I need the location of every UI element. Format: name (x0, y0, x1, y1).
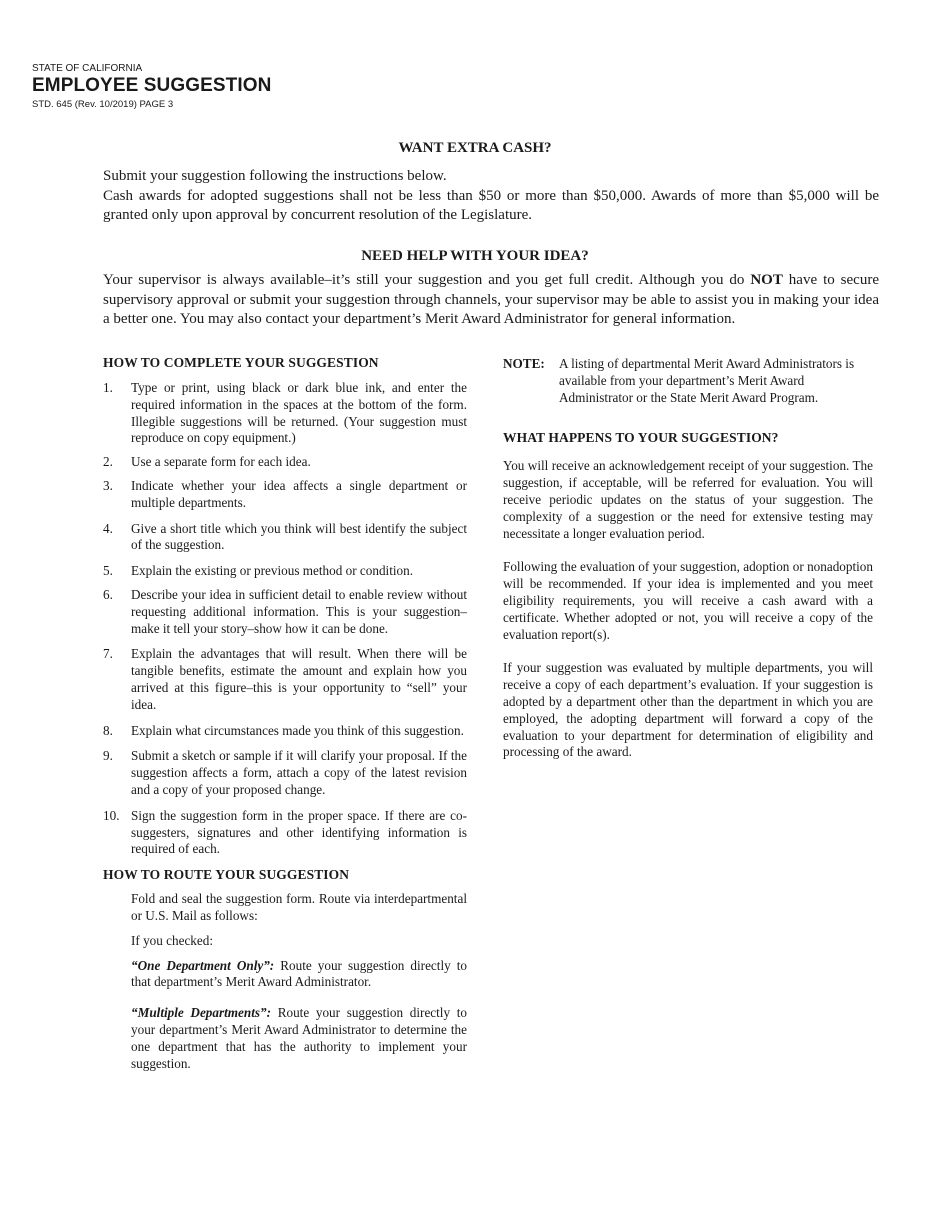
what-happens-heading: WHAT HAPPENS TO YOUR SUGGESTION? (503, 430, 779, 446)
list-item-text: Use a separate form for each idea. (131, 454, 311, 470)
route-one-label: “One Department Only”: (131, 957, 275, 973)
note-block (503, 356, 873, 406)
list-item-number: 2. (103, 454, 113, 470)
extra-cash-text (103, 167, 879, 226)
need-help-heading: NEED HELP WITH YOUR IDEA? (361, 248, 589, 264)
need-help-text-before: Your supervisor is always available–it’s still your suggestion and you get full credit. Although you do (103, 272, 751, 288)
route-if-checked: If you checked: (131, 932, 214, 948)
list-item (103, 521, 467, 555)
what-happens-p3: If your suggestion was evaluated by multiple departments, you will receive a copy of each department’s evaluation. If your suggestion is adopted by a department other than the department in which you are employed, the adopting department will forward a copy of the evaluation to your department for determination of eligibility and processing of the award. (503, 660, 873, 760)
list-item-number: 8. (103, 722, 113, 738)
list-item-text: Type or print, using black or dark blue ink, and enter the required information in the spaces at the bottom of the form. Illegible suggestions will be returned. (Your suggestion must reproduce on copy equipment.) (131, 380, 467, 446)
list-item (103, 454, 467, 471)
list-item-text: Explain the advantages that will result. When there will be tangible benefits, estimate the amount and explain how you arrived at this figure–this is your opportunity to “sell” your idea. (131, 646, 467, 712)
list-item-text: Sign the suggestion form in the proper space. If there are co-suggesters, signatures and other identifying information is required of each. (131, 807, 467, 857)
extra-cash-line1: Submit your suggestion following the instructions below. (103, 168, 447, 184)
route-multi-text: Route your suggestion directly to your department’s Merit Award Administrator to determine the one department that has the authority to implement your suggestion. (131, 1005, 467, 1071)
route-one-text: Route your suggestion directly to that department’s Merit Award Administrator. (131, 957, 467, 990)
list-item-text: Describe your idea in sufficient detail to enable review without requesting additional information. This is your suggestion–make it tell your story–show how it can be done. (131, 586, 467, 636)
list-item-text: Submit a sketch or sample if it will clarify your proposal. If the suggestion affects a form, attach a copy of the latest revision and a copy of your proposed change. (131, 748, 467, 797)
list-item-number: 6. (103, 586, 113, 602)
list-item-number: 7. (103, 646, 113, 662)
list-item-text: Indicate whether your idea affects a single department or multiple departments. (131, 477, 467, 510)
list-item-number: 9. (103, 748, 113, 764)
what-happens-p1: You will receive an acknowledgement receipt of your suggestion. The suggestion, if acceptable, will be referred for evaluation. You will receive periodic updates on the status of your suggestion. The complexity of a suggestion or the need for extensive testing may necessitate a longer evaluation period. (503, 458, 873, 541)
list-item-text: Explain what circumstances made you think of this suggestion. (131, 722, 464, 738)
list-item (103, 723, 467, 740)
list-item-text: Give a short title which you think will best identify the subject of the suggestion. (131, 520, 467, 553)
form-header (32, 63, 271, 111)
list-item-number: 1. (103, 380, 113, 395)
route-intro: Fold and seal the suggestion form. Route via interdepartmental or U.S. Mail as follows: (131, 891, 467, 923)
list-item-number: 5. (103, 563, 113, 579)
form-id: STD. 645 (Rev. 10/2019) PAGE 3 (32, 99, 174, 110)
list-item-number: 10. (103, 807, 120, 823)
list-item (103, 563, 467, 580)
route-multiple-departments (131, 1005, 467, 1072)
right-column (503, 356, 873, 761)
extra-cash-heading: WANT EXTRA CASH? (398, 140, 552, 156)
left-column (103, 355, 467, 1072)
list-item-text: Explain the existing or previous method or condition. (131, 563, 414, 579)
list-item-number: 4. (103, 520, 113, 536)
form-title: EMPLOYEE SUGGESTION (32, 75, 272, 96)
note-label: NOTE: (503, 356, 545, 371)
need-help-text (103, 271, 879, 330)
list-item (103, 748, 467, 798)
how-to-route-heading: HOW TO ROUTE YOUR SUGGESTION (103, 867, 350, 883)
how-to-complete-heading: HOW TO COMPLETE YOUR SUGGESTION (103, 355, 379, 370)
list-item (103, 478, 467, 512)
list-item-number: 3. (103, 477, 113, 493)
note-text: A listing of departmental Merit Award Administrators is available from your department’s Merit Award Administrator or the State Merit Award Program. (559, 356, 855, 405)
what-happens-p2: Following the evaluation of your suggestion, adoption or nonadoption will be recommended. If your idea is implemented and you meet eligibility requirements, you will receive a cash award with a certificate. Whether adopted or not, you will receive a copy of the evaluation report(s). (503, 559, 873, 642)
state-label: STATE OF CALIFORNIA (32, 63, 143, 74)
list-item (103, 646, 467, 713)
list-item (103, 587, 467, 637)
route-one-department (131, 958, 467, 992)
need-help-not: NOT (750, 272, 783, 288)
list-item (103, 808, 467, 858)
list-item (103, 380, 467, 447)
need-help-text-after: have to secure supervisory approval or submit your suggestion through channels, your supervisor may be able to assist you in making your idea a better one. You may also contact your department’s Merit Award Administrator for general information. (103, 272, 879, 327)
route-multi-label: “Multiple Departments”: (131, 1005, 272, 1021)
extra-cash-line2: Cash awards for adopted suggestions shall not be less than $50 or more than $50,000. Awards of more than $5,000 will be granted only upon approval by concurrent resolution of the Legislature. (103, 187, 879, 223)
